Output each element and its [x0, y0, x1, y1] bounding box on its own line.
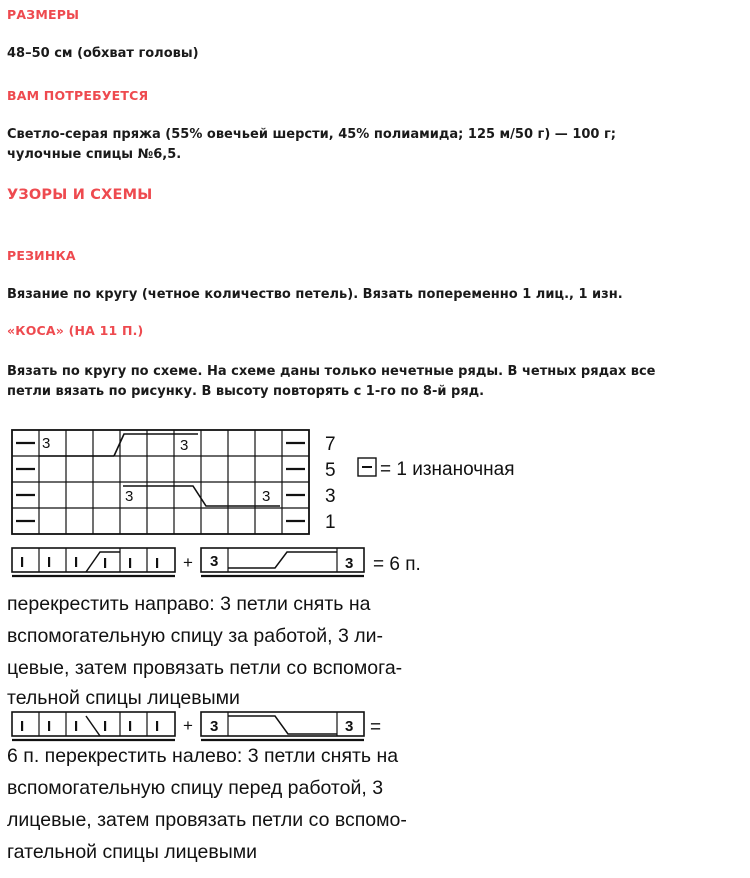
left-cross-line-4: гательной спицы лицевыми	[7, 841, 258, 863]
right-cross-equals: = 6 п.	[373, 554, 421, 575]
left-cross-stitch-4: I	[103, 718, 108, 735]
right-cross-count-left: 3	[210, 553, 219, 570]
right-cross-stitch-6: I	[155, 555, 160, 572]
left-cross-stitch-3: I	[74, 718, 79, 735]
left-cross-equals: =	[370, 717, 382, 738]
row-number-5: 5	[325, 460, 336, 481]
left-cross-line-3: лицевые, затем провязать петли со вспомо-	[7, 809, 407, 831]
left-cross-stitch-6: I	[155, 718, 160, 735]
row7-count-right: 3	[180, 437, 189, 454]
materials-line-2: чулочные спицы №6,5.	[7, 147, 182, 162]
left-cross-symbol-b	[201, 712, 364, 740]
right-cross-line-2: вспомогательную спицу за работой, 3 ли-	[7, 625, 383, 647]
right-cross-line-1: перекрестить направо: 3 петли снять на	[7, 593, 371, 615]
left-cross-line-1: 6 п. перекрестить налево: 3 петли снять на	[7, 745, 399, 767]
left-cross-symbol-a	[12, 712, 175, 740]
left-cross-stitch-2: I	[47, 718, 52, 735]
right-cross-plus: +	[183, 553, 193, 572]
right-cross-stitch-3: I	[74, 554, 79, 571]
right-cross-line-4: тельной спицы лицевыми	[7, 687, 240, 709]
materials-heading: ВАМ ПОТРЕБУЕТСЯ	[7, 88, 149, 103]
rib-heading: РЕЗИНКА	[7, 248, 76, 263]
right-cross-stitch-5: I	[128, 555, 133, 572]
right-cross-line-3: цевые, затем провязать петли со вспомога-	[7, 657, 403, 679]
right-cross-description	[7, 588, 447, 712]
chart-grid	[12, 430, 309, 534]
right-cross-stitch-4: I	[103, 555, 108, 572]
right-cross-count-right: 3	[345, 555, 354, 572]
right-cross-stitch-1: I	[20, 554, 25, 571]
right-cross-stitch-2: I	[47, 554, 52, 571]
row3-count-left: 3	[125, 488, 134, 505]
sizes-heading: РАЗМЕРЫ	[7, 7, 80, 22]
materials-line-1: Светло-серая пряжа (55% овечьей шерсти, 45% полиамида; 125 м/50 г) — 100 г;	[7, 127, 616, 142]
row3-count-right: 3	[262, 488, 271, 505]
left-cross-count-left: 3	[210, 718, 219, 735]
rib-text: Вязание по кругу (четное количество петель). Вязать попеременно 1 лиц., 1 изн.	[7, 287, 623, 302]
left-cross-stitch-1: I	[20, 718, 25, 735]
purl-legend-symbol	[358, 458, 376, 476]
patterns-heading: УЗОРЫ И СХЕМЫ	[7, 187, 153, 203]
row-number-3: 3	[325, 486, 336, 507]
right-cross-symbol-a	[12, 548, 175, 576]
cable-line-2: петли вязать по рисунку. В высоту повторять с 1-го по 8-й ряд.	[7, 384, 485, 399]
purl-legend-text: = 1 изнаночная	[380, 459, 515, 480]
cable-heading: «КОСА» (НА 11 П.)	[7, 323, 144, 338]
cable-line-1: Вязать по кругу по схеме. На схеме даны только нечетные ряды. В четных рядах все	[7, 364, 656, 379]
row-number-1: 1	[325, 512, 336, 533]
right-cross-symbol-b	[201, 548, 364, 576]
left-cross-plus: +	[183, 716, 193, 735]
left-cross-line-2: вспомогательную спицу перед работой, 3	[7, 777, 384, 799]
left-cross-count-right: 3	[345, 718, 354, 735]
sizes-text: 48–50 см (обхват головы)	[7, 46, 199, 61]
left-cross-description	[7, 740, 447, 868]
row-number-7: 7	[325, 434, 336, 455]
left-cross-stitch-5: I	[128, 718, 133, 735]
row7-count-left: 3	[42, 435, 51, 452]
